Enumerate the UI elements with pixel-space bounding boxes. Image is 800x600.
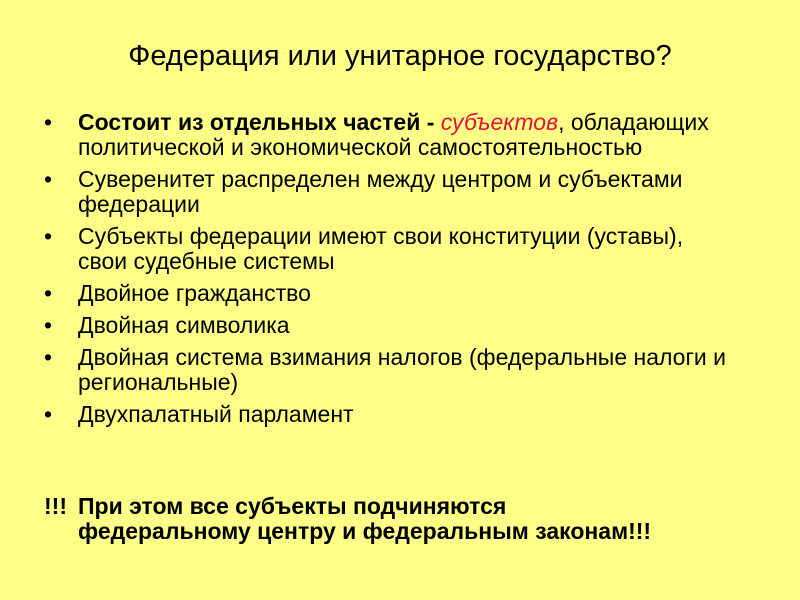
- slide-title: Федерация или унитарное государство?: [128, 40, 672, 72]
- bullet-marker: •: [44, 401, 53, 427]
- bullet-marker: •: [44, 312, 53, 338]
- bullet-list: [44, 110, 734, 434]
- bullet-text: Двухпалатный парламент: [78, 401, 354, 427]
- bullet-text: Суверенитет распределен между центром и субъектами федерации: [78, 166, 683, 217]
- bullet-rest-text: , обладающих политической и экономической самостоятельностью: [78, 109, 709, 160]
- bullet-item-1: [44, 110, 734, 160]
- bullet-text: Двойная символика: [78, 312, 290, 338]
- bullet-marker: •: [44, 280, 53, 306]
- bullet-item-2: [44, 167, 734, 217]
- bullet-marker: •: [44, 109, 53, 135]
- footer-note: [44, 494, 764, 544]
- bullet-item-6: [44, 345, 734, 395]
- footer-line-1: [44, 494, 764, 519]
- bullet-text: Субъекты федерации имеют свои конституции (уставы), свои судебные системы: [78, 223, 684, 274]
- bullet-bold-text: Состоит из отдельных частей -: [78, 109, 441, 135]
- footer-prefix: !!!: [44, 493, 67, 519]
- bullet-accent-text: субъектов: [440, 109, 559, 135]
- bullet-marker: •: [44, 223, 53, 249]
- bullet-item-4: [44, 281, 734, 306]
- footer-line-2: федеральному центру и федеральным законам!!!: [78, 518, 652, 544]
- bullet-marker: •: [44, 166, 53, 192]
- bullet-item-7: [44, 402, 734, 427]
- bullet-item-5: [44, 313, 734, 338]
- bullet-text: Двойная система взимания налогов (федеральные налоги и региональные): [78, 344, 726, 395]
- footer-line-1-text: При этом все субъекты подчиняются: [78, 493, 507, 519]
- bullet-item-3: [44, 224, 734, 274]
- bullet-text: Двойное гражданство: [78, 280, 311, 306]
- bullet-marker: •: [44, 344, 53, 370]
